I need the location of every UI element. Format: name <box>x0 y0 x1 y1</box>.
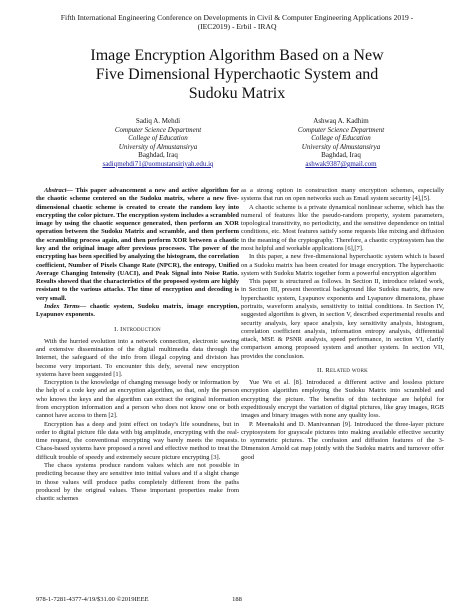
section-heading-introduction: I. Introduction <box>114 325 161 333</box>
intro-continuation-paragraph: as a strong option in construction many encryption schemes, especially systems that run on open networks such as Email system security [4],[5]. <box>241 187 444 203</box>
title-line: Five Dimensional Hyperchaotic System and <box>95 66 379 83</box>
author-email-link[interactable]: sadiqmehdi71@uomustansiriyah.edu.iq <box>102 159 214 168</box>
index-terms-lead: Index Terms— <box>44 302 87 310</box>
related-work-paragraph: Yue Wu et al. [8]. Introduced a different active and lossless picture encryption algorithm employing the Sudoku Matrix into scrambled and encrypting the picture. The benefits of this technique are helpful for expeditiously encrypt the variation of digital pictures, like gray images, RGB images and binary images with none any quality loss. <box>241 379 444 420</box>
author-email-link[interactable]: ashwak9387@gmail.com <box>305 159 377 168</box>
related-work-paragraph: P. Meenakshi and D. Manivannan [9]. Introduced the three-layer picture cryptosystem for grayscale pictures into making available effective security to symmetric pictures. The confusion and diffusion features of the 3-Dimension Arnold cat map jointly with the Sudoku matrix and turnover offer good <box>241 420 444 461</box>
intro-paragraph: This paper is structured as follows. In Section II, introduce related work, in Section III, present theoretical background like Sudoku matrix, the new hyperchaotic system, Lyapunov exponents and Lyapunov dimensions, phase portraits, waveform analysis, sensitivity to initial conditions. In Section IV, suggested algorithm is given, in section V, described experimental results and security analysis, key space analysis, key sensitivity analysis, histogram, correlation coefficient analysis, information entropy analysis, differential attack, MSE & PSNR analysis, speed performance, in section VI, clarify comparison among proposed system and another system. In section VII, provides the conclusion. <box>241 278 444 360</box>
intro-paragraph: A chaotic scheme is a private dynamical nonlinear scheme, which has the numeral of features like the pseudo-random property, system parameters, topological transitivity, no periodicity, and the sensitive dependence on initial conditions, etc. Most features satisfy some requests like mixing and diffusion in the meaning of the cryptography. Therefore, a chaotic cryptosystem has the most helpful and workable applications [6],[7]. <box>241 203 444 252</box>
intro-paragraph: In this paper, a new five-dimensional hyperchaotic system which is based on a Sudoku matrix has been created for image encryption. The hyperchaotic system with Sudoku Matrix together form a powerful encryption algorithm <box>241 253 444 277</box>
footer-isbn: 978-1-7281-4377-4/19/$31.00 ©2019IEEE <box>36 596 149 603</box>
conference-header-line: Fifth International Engineering Conference on Developments in Civil & Computer Engineering Applications 2019 - <box>60 13 414 22</box>
author-name: Ashwaq A. Kadhim <box>313 117 369 125</box>
abstract-text: This paper advancement a new and active algorithm for the chaotic scheme centered on the Sudoku matrix, where a new five-dimensional chaotic scheme is created to create the random key into encrypting the color picture. The encryption system includes a scrambled image by using the chaotic sequence generated, then perform an XOR operation between the Sudoku Matrix and scramble, and then perform the scrambling process again, and then perform XOR between a chaotic key and the original image after previous processes. The power of the encrypting has been specified by analyzing the histogram, the correlation coefficient, Number of Pixels Change Rate (NPCR), the entropy, Unified Average Changing Intensity (UACI), and Peak Signal into Noise Ratio. Results showed that the characteristics of the proposed system are highly resistant to the various attacks. The time of encryption and decoding is very small. <box>36 187 239 302</box>
left-column <box>36 187 239 503</box>
right-column <box>241 187 444 462</box>
abstract-lead: Abstract— <box>44 187 73 194</box>
author-department: Computer Science Department <box>297 125 385 134</box>
author-college: College of Education <box>128 134 188 143</box>
author-1 <box>58 117 258 169</box>
author-location: Baghdad, Iraq <box>138 151 178 160</box>
author-name: Sadiq A. Mehdi <box>135 117 181 125</box>
author-department: Computer Science Department <box>114 125 202 134</box>
section-heading-related-work: II. Related work <box>317 366 368 374</box>
paper-title <box>40 46 434 103</box>
intro-paragraph: With the hurried evolution into a network connection, electronic sawing and extensive dissemination of the digital multimedia data through the Internet, the safeguard of the info from illegal copying and division has become very important. To encounter this defy, several new encryption systems have been suggested [1]. <box>36 337 239 378</box>
index-terms <box>36 303 239 320</box>
abstract <box>36 187 239 303</box>
author-2 <box>241 117 441 169</box>
intro-paragraph: The chaos systems produce random values which are not possible in predicting because they are sensitive into initial values and if a slight change in those values will produce paths completely different from the paths produced by the original values. These important properties make from chaotic schemes <box>36 462 239 503</box>
author-location: Baghdad, Iraq <box>321 151 361 160</box>
author-college: College of Education <box>311 134 371 143</box>
author-block <box>0 117 474 167</box>
index-terms-text: chaotic system, Sudoku matrix, image encryption, Lyapunov exponents. <box>36 302 239 319</box>
title-line: Image Encryption Algorithm Based on a New <box>90 47 384 64</box>
footer-page-number: 188 <box>232 596 242 603</box>
conference-header <box>30 13 444 31</box>
author-university: University of Almustansirya <box>301 142 381 151</box>
conference-header-line: (IEC2019) - Erbil - IRAQ <box>197 22 277 32</box>
author-university: University of Almustansirya <box>118 142 198 151</box>
intro-paragraph: Encryption is the knowledge of changing message body or information by the help of a code key and an encryption algorithm, so that, only the person who knows the keys and the algorithm can extract the original information from encryption information and a person who does not know one or both cannot have access to them [2]. <box>36 379 239 420</box>
title-line: Sudoku Matrix <box>188 85 286 102</box>
intro-paragraph: Encryption has a deep and joint effect on today's life soundness, but in order to digital picture file data with big amplitude, encrypting with the real-time request, the conventional encrypting way barely meets the requests. Chaos-based systems have proposed a novel and effective method to treat the difficult trouble of speedy and extremely secure picture encrypting [3]. <box>36 420 239 461</box>
